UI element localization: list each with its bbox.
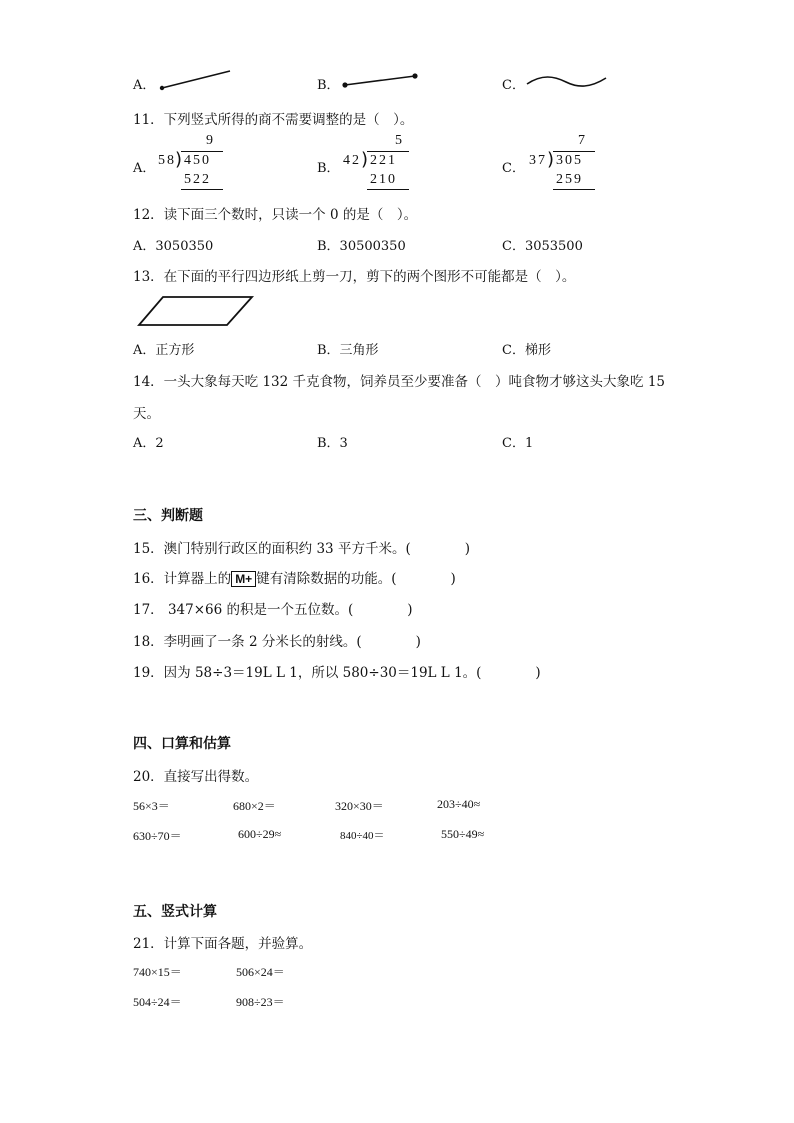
q14-option-c: C．1 [502,436,534,451]
q11-a-division-bracket: ) [175,149,183,170]
q16-text-before: 16．计算器上的 [133,571,232,587]
q11-b-dividend: 221 [370,153,397,168]
q10-option-b-label: B． [317,78,340,93]
section-3-title: 三、判断题 [133,508,203,524]
q16-text-after: 键有清除数据的功能。( ) [256,571,456,587]
q11-a-dividend: 450 [184,153,211,168]
q13-option-a: A．正方形 [133,343,195,358]
q20-item-7: 840÷40＝ [340,830,385,842]
q11-b-quotient: 5 [395,133,404,148]
q15-text: 15．澳门特别行政区的面积约 33 平方千米。( ) [133,541,470,557]
q11-option-c-label: C． [502,161,525,176]
q11-b-product: 210 [370,172,397,187]
q12-option-a: A．3050350 [133,239,214,254]
q18-text: 18．李明画了一条 2 分米长的射线。( ) [133,634,421,650]
q21-item-2: 506×24＝ [236,965,285,979]
q11-a-divisor: 58 [158,153,176,168]
q11-a-subtraction-line [181,189,223,190]
section-4-title: 四、口算和估算 [133,736,231,752]
q10-option-c-label: C． [502,78,525,93]
q20-item-5: 630÷70＝ [133,829,182,843]
q20-item-4: 203÷40≈ [437,797,481,811]
q11-a-product: 522 [184,172,211,187]
q11-c-division-bar [553,151,595,152]
q21-item-3: 504÷24＝ [133,995,182,1009]
q20-item-6: 600÷29≈ [238,827,282,841]
q13-option-b: B．三角形 [317,343,379,358]
q12-text: 12．读下面三个数时，只读一个 0 的是（ ）。 [133,207,418,223]
q12-option-b: B．30500350 [317,239,406,254]
q13-parallelogram-figure [136,294,256,328]
q11-option-b-label: B． [317,161,340,176]
q11-c-product: 259 [556,172,583,187]
q19-text: 19．因为 58÷3＝19L L 1，所以 580÷30＝19L L 1。( ) [133,665,541,681]
q11-b-divisor: 42 [343,153,361,168]
q11-b-division-bracket: ) [361,149,369,170]
q11-option-a-label: A． [133,161,156,176]
q12-option-c: C．3053500 [502,239,583,254]
q13-option-c: C．梯形 [502,343,551,358]
q14-option-b: B．3 [317,436,348,451]
q14-text-line1: 14．一头大象每天吃 132 千克食物，饲养员至少要准备（ ）吨食物才够这头大象吃 15 [133,374,665,390]
q21-text: 21．计算下面各题，并验算。 [133,936,313,952]
section-5-title: 五、竖式计算 [133,904,217,920]
q20-item-8: 550÷49≈ [441,827,485,841]
q10-option-a-label: A． [133,78,156,93]
q11-a-quotient: 9 [206,133,215,148]
q10-option-a-segment-figure [158,68,234,92]
q10-option-b-segment-figure [340,70,420,90]
q14-text-line2: 天。 [133,406,160,422]
q11-b-division-bar [367,151,409,152]
q11-c-quotient: 7 [578,133,587,148]
q11-c-division-bracket: ) [547,149,555,170]
q11-c-divisor: 37 [529,153,547,168]
q20-text: 20．直接写出得数。 [133,769,259,785]
q21-item-4: 908÷23＝ [236,995,285,1009]
q13-text: 13．在下面的平行四边形纸上剪一刀，剪下的两个图形不可能都是（ ）。 [133,269,576,285]
calculator-m-plus-key: M+ [231,571,256,587]
q21-item-1: 740×15＝ [133,965,182,979]
q11-text: 11．下列竖式所得的商不需要调整的是（ ）。 [133,112,414,128]
q11-c-dividend: 305 [556,153,583,168]
q20-item-3: 320×30＝ [335,799,384,813]
q16-text [133,567,456,587]
q14-option-a: A．2 [133,436,164,451]
q20-item-1: 56×3＝ [133,799,170,813]
q20-item-2: 680×2＝ [233,799,276,813]
q17-text: 17． 347×66 的积是一个五位数。( ) [133,602,413,618]
q11-a-division-bar [181,151,223,152]
q11-c-subtraction-line [553,189,595,190]
q11-b-subtraction-line [367,189,409,190]
q10-option-c-curve-figure [524,72,610,92]
